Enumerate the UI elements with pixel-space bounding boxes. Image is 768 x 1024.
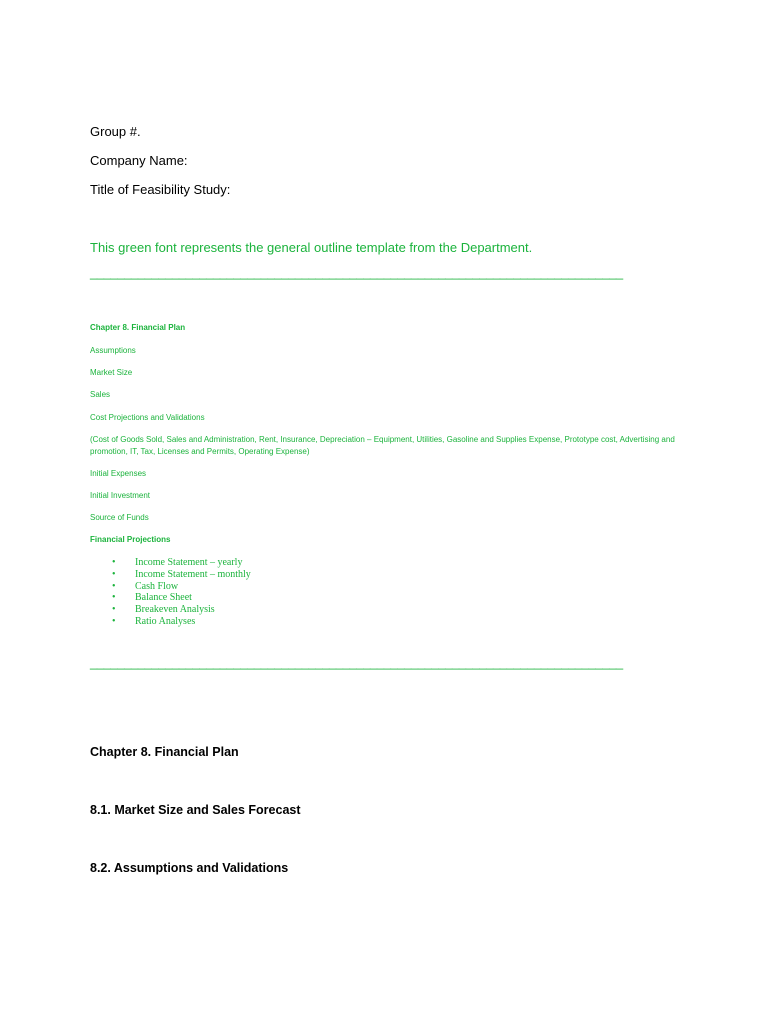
outline-initial-investment: Initial Investment bbox=[90, 491, 151, 500]
outline-market-size: Market Size bbox=[90, 368, 133, 377]
feasibility-study-title-label: Title of Feasibility Study: bbox=[90, 182, 231, 197]
section-heading-assumptions: 8.2. Assumptions and Validations bbox=[90, 861, 289, 875]
list-item: • Income Statement – monthly bbox=[112, 568, 251, 580]
outline-sales: Sales bbox=[90, 390, 111, 399]
company-name-label: Company Name: bbox=[90, 153, 188, 168]
outline-cost-items: (Cost of Goods Sold, Sales and Administration, Rent, Insurance, Depreciation – Equipment, Utilities, Gasoline and Supplies Expense, Prototype cost, Advertising and promotion, IT, Tax, Licenses and Permits, Operating Expense) bbox=[90, 435, 675, 456]
divider-top: ______________________________________________________________________________ bbox=[90, 265, 623, 280]
outline-initial-expenses: Initial Expenses bbox=[90, 469, 147, 478]
template-note: This green font represents the general outline template from the Department. bbox=[90, 240, 533, 255]
bullet-icon: • bbox=[112, 604, 116, 616]
list-item: • Ratio Analyses bbox=[112, 615, 196, 627]
divider-bottom: ______________________________________________________________________________ bbox=[90, 655, 623, 670]
bullet-icon: • bbox=[112, 568, 116, 580]
bullet-icon: • bbox=[112, 557, 116, 568]
bullet-icon: • bbox=[112, 580, 116, 592]
list-item: • Balance Sheet bbox=[112, 592, 192, 604]
bullet-icon: • bbox=[112, 615, 116, 627]
outline-chapter-title: Chapter 8. Financial Plan bbox=[90, 323, 186, 332]
list-item: • Breakeven Analysis bbox=[112, 604, 215, 616]
outline-financial-projections: Financial Projections bbox=[90, 535, 171, 544]
list-item: • Cash Flow bbox=[112, 580, 179, 592]
section-heading-market-size: 8.1. Market Size and Sales Forecast bbox=[90, 803, 301, 817]
bullet-icon: • bbox=[112, 592, 116, 604]
outline-cost-projections: Cost Projections and Validations bbox=[90, 413, 205, 422]
list-item: • Income Statement – yearly bbox=[112, 557, 243, 568]
projection-list bbox=[112, 557, 251, 628]
chapter-heading: Chapter 8. Financial Plan bbox=[90, 745, 239, 759]
outline-assumptions: Assumptions bbox=[90, 346, 136, 355]
outline-source-of-funds: Source of Funds bbox=[90, 513, 149, 522]
group-number-label: Group #. bbox=[90, 124, 141, 139]
